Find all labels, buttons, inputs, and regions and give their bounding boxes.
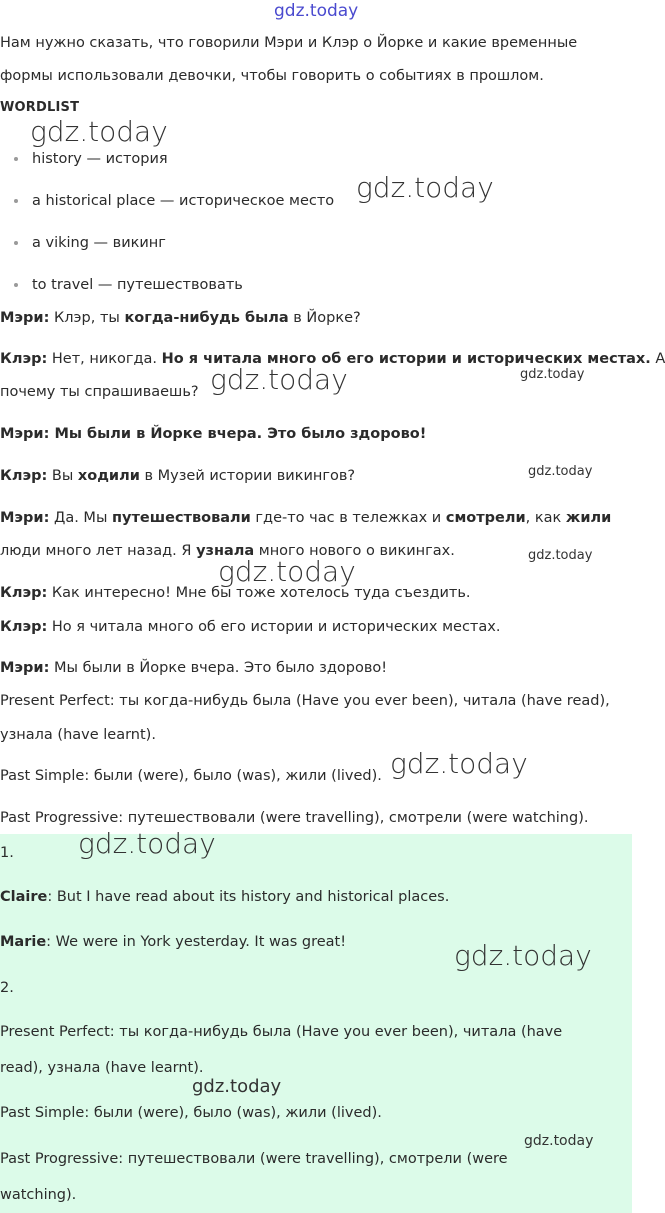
grammar-present-perfect-cont: узнала (have learnt). <box>0 727 156 743</box>
dialog-line: Клэр: Вы ходили в Музей истории викингов? <box>0 468 356 484</box>
bullet-icon <box>14 241 18 245</box>
wordlist-item: to travel — путешествовать <box>14 278 243 293</box>
answer-past-progressive: Past Progressive: путешествовали (were travelling), смотрели (were <box>0 1151 508 1167</box>
dialog-line: Мэри: Да. Мы путешествовали где-то час в тележках и смотрели, как жили <box>0 510 612 526</box>
watermark: gdz.today <box>78 827 216 860</box>
wordlist-heading: WORDLIST <box>0 100 80 115</box>
answer-line: Marie: We were in York yesterday. It was great! <box>0 934 347 950</box>
watermark: gdz.today <box>520 367 585 382</box>
watermark: gdz.today <box>218 555 356 588</box>
answer-present-perfect: Present Perfect: ты когда-нибудь была (Have you ever been), читала (have <box>0 1024 563 1040</box>
answer-line: Claire: But I have read about its history and historical places. <box>0 889 450 905</box>
dialog-line: Мэри: Клэр, ты когда-нибудь была в Йорке? <box>0 310 361 326</box>
dialog-line: Клэр: Но я читала много об его истории и исторических местах. <box>0 619 501 635</box>
grammar-past-simple: Past Simple: были (were), было (was), жили (lived). <box>0 768 382 784</box>
answer-past-simple: Past Simple: были (were), было (was), жили (lived). <box>0 1105 382 1121</box>
dialog-line: Мэри: Мы были в Йорке вчера. Это было здорово! <box>0 426 427 442</box>
dialog-line: Клэр: Нет, никогда. Но я читала много об его истории и исторических местах. А <box>0 351 665 367</box>
wordlist-item: a historical place — историческое место <box>14 194 334 209</box>
wordlist-item: a viking — викинг <box>14 236 166 251</box>
watermark: gdz.today <box>30 115 168 148</box>
answer-number-2: 2. <box>0 980 14 996</box>
watermark: gdz.today <box>192 1076 282 1097</box>
answer-present-perfect-cont: read), узнала (have learnt). <box>0 1060 204 1076</box>
dialog-line-cont: люди много лет назад. Я узнала много нового о викингах. <box>0 543 455 559</box>
watermark: gdz.today <box>528 548 593 563</box>
watermark-top: gdz.today <box>274 1 359 21</box>
watermark: gdz.today <box>528 464 593 479</box>
watermark: gdz.today <box>356 171 494 204</box>
wordlist-item: history — история <box>14 152 168 167</box>
watermark: gdz.today <box>210 363 348 396</box>
bullet-icon <box>14 199 18 203</box>
answer-number-1: 1. <box>0 845 14 861</box>
answer-past-progressive-cont: watching). <box>0 1187 77 1203</box>
intro-line-2: формы использовали девочки, чтобы говорить о событиях в прошлом. <box>0 68 544 84</box>
dialog-line-cont: почему ты спрашиваешь? <box>0 384 199 400</box>
dialog-line: Мэри: Мы были в Йорке вчера. Это было здорово! <box>0 660 388 676</box>
dialog-line: Клэр: Как интересно! Мне бы тоже хотелось туда съездить. <box>0 585 471 601</box>
intro-line-1: Нам нужно сказать, что говорили Мэри и Клэр о Йорке и какие временные <box>0 35 578 51</box>
bullet-icon <box>14 157 18 161</box>
watermark: gdz.today <box>390 747 528 780</box>
watermark: gdz.today <box>454 939 592 972</box>
watermark: gdz.today <box>524 1133 594 1149</box>
grammar-past-progressive: Past Progressive: путешествовали (were travelling), смотрели (were watching). <box>0 810 589 826</box>
bullet-icon <box>14 283 18 287</box>
grammar-present-perfect: Present Perfect: ты когда-нибудь была (Have you ever been), читала (have read), <box>0 693 610 709</box>
